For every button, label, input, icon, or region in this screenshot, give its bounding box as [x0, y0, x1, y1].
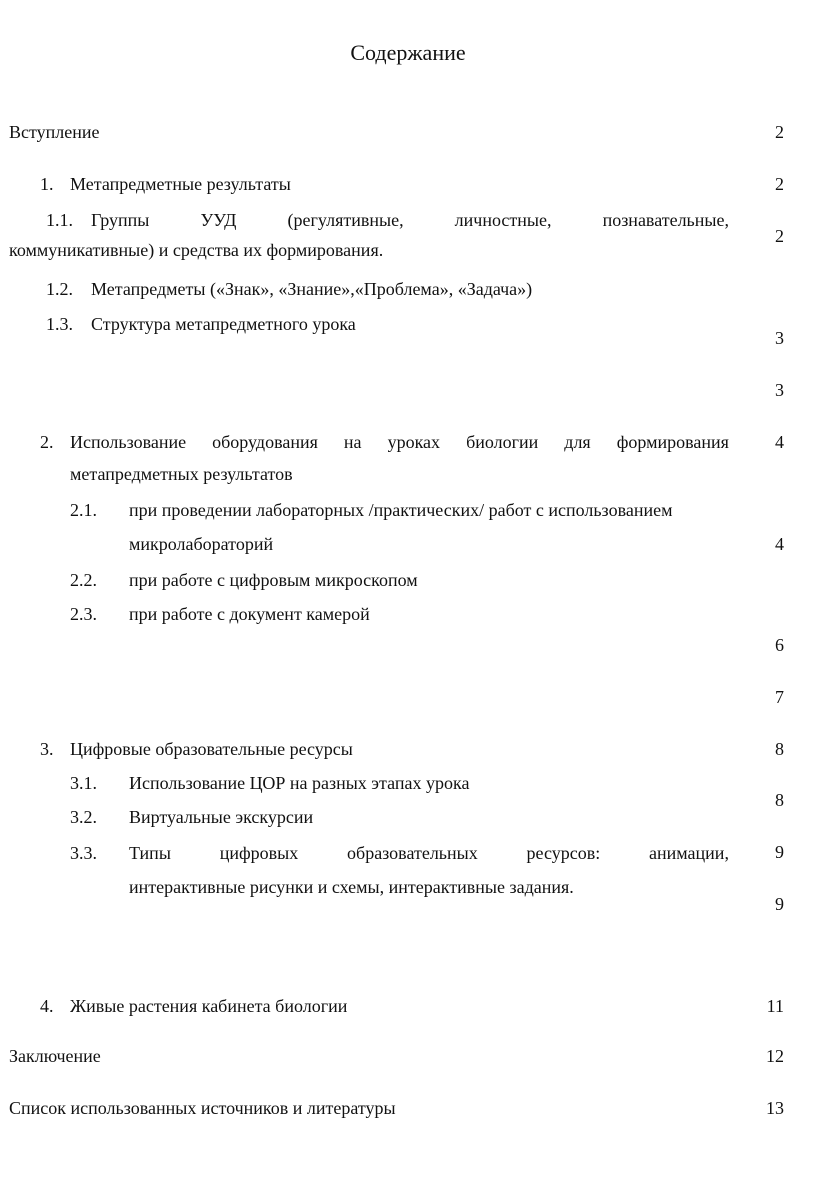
toc-word: на	[343, 432, 362, 452]
toc-section-2-line1	[70, 433, 729, 451]
toc-intro-label: Вступление	[9, 122, 100, 142]
toc-section-3-1-page: 8	[775, 790, 784, 810]
toc-section-2-2-label: при работе с цифровым микроскопом	[129, 570, 418, 590]
toc-word: образовательных	[347, 843, 478, 863]
toc-section-2-1-number: 2.1.	[70, 500, 97, 520]
toc-section-3-3-number: 3.3.	[70, 843, 97, 863]
toc-word: биологии	[466, 432, 539, 452]
toc-intro-page: 2	[775, 122, 784, 142]
toc-section-3-number: 3.	[40, 739, 54, 759]
toc-word: анимации,	[649, 843, 729, 863]
toc-section-2-3-label: при работе с документ камерой	[129, 604, 370, 624]
toc-section-2-line2: метапредметных результатов	[70, 464, 293, 484]
toc-references-page: 13	[766, 1098, 784, 1118]
toc-word: цифровых	[219, 843, 299, 863]
toc-word: для	[564, 432, 591, 452]
toc-section-3-3-line2: интерактивные рисунки и схемы, интерактивные задания.	[129, 877, 574, 897]
toc-section-2-1-line2: микролабораторий	[129, 534, 274, 554]
toc-section-2-1-line1: при проведении лабораторных /практических/ работ с использованием	[129, 500, 673, 520]
toc-word: уроках	[387, 432, 441, 452]
toc-section-2-1-page: 4	[775, 534, 784, 554]
toc-section-2-3-page: 7	[775, 687, 784, 707]
toc-section-1-2-label: Метапредметы («Знак», «Знание»,«Проблема», «Задача»)	[91, 279, 533, 299]
toc-section-1-1-line1	[91, 211, 729, 229]
toc-section-3-page: 8	[775, 739, 784, 759]
toc-conclusion-page: 12	[766, 1046, 784, 1066]
toc-section-1-3-page: 3	[775, 380, 784, 400]
toc-section-1-label: Метапредметные результаты	[70, 174, 291, 194]
toc-word: ресурсов:	[526, 843, 601, 863]
toc-word: познавательные,	[602, 210, 729, 230]
toc-section-4-label: Живые растения кабинета биологии	[70, 996, 348, 1016]
toc-section-4-number: 4.	[40, 996, 54, 1016]
toc-section-3-label: Цифровые образовательные ресурсы	[70, 739, 353, 759]
toc-word: оборудования	[212, 432, 318, 452]
toc-section-1-1-line2: коммуникативные) и средства их формирования.	[9, 240, 384, 260]
toc-section-2-2-number: 2.2.	[70, 570, 97, 590]
toc-section-3-2-page: 9	[775, 842, 784, 862]
toc-section-3-2-number: 3.2.	[70, 807, 97, 827]
toc-section-4-page: 11	[766, 996, 784, 1016]
toc-conclusion-label: Заключение	[9, 1046, 101, 1066]
toc-word: Типы	[129, 843, 171, 863]
toc-section-1-number: 1.	[40, 174, 54, 194]
toc-word: (регулятивные,	[287, 210, 404, 230]
toc-section-3-3-line1	[129, 844, 729, 862]
toc-section-2-number: 2.	[40, 432, 54, 452]
toc-section-3-1-number: 3.1.	[70, 773, 97, 793]
toc-section-1-page: 2	[775, 174, 784, 194]
toc-section-3-2-label: Виртуальные экскурсии	[129, 807, 314, 827]
toc-word: Группы	[91, 210, 150, 230]
toc-word: Использование	[70, 432, 187, 452]
toc-section-1-2-number: 1.2.	[46, 279, 73, 299]
page-title: Содержание	[350, 40, 466, 65]
toc-section-1-1-number: 1.1.	[46, 210, 73, 230]
toc-section-3-1-label: Использование ЦОР на разных этапах урока	[129, 773, 470, 793]
toc-word: УУД	[200, 210, 237, 230]
toc-section-2-page: 4	[775, 432, 784, 452]
toc-word: личностные,	[454, 210, 552, 230]
toc-section-3-3-page: 9	[775, 894, 784, 914]
toc-section-1-2-page: 3	[775, 328, 784, 348]
toc-section-1-3-number: 1.3.	[46, 314, 73, 334]
toc-word: формирования	[616, 432, 729, 452]
toc-section-1-1-page: 2	[775, 226, 784, 246]
toc-references-label: Список использованных источников и литературы	[9, 1098, 396, 1118]
toc-section-2-2-page: 6	[775, 635, 784, 655]
toc-section-1-3-label: Структура метапредметного урока	[91, 314, 356, 334]
toc-section-2-3-number: 2.3.	[70, 604, 97, 624]
